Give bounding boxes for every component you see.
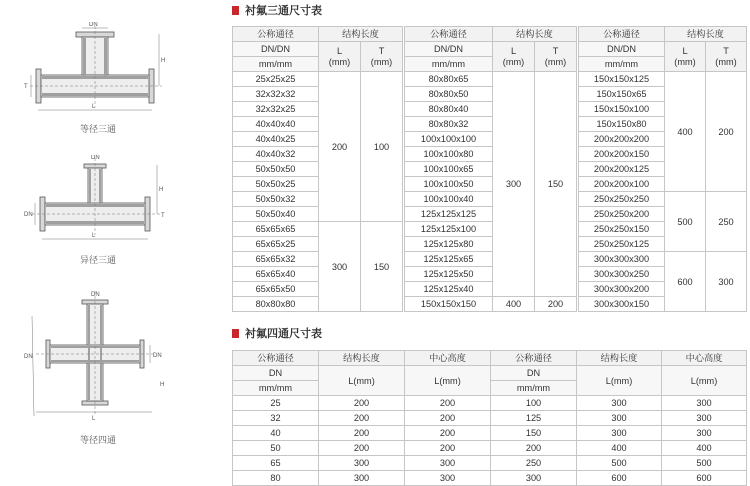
span-t: 200 <box>706 72 747 192</box>
table-cell: 150x150x80 <box>579 117 665 132</box>
cell-dn: 125 <box>491 411 577 426</box>
header-t-unit: (mm) <box>370 56 393 67</box>
table-cell: 80x80x50 <box>405 87 493 102</box>
equal-tee-caption: 等径三通 <box>79 124 116 134</box>
table-cell: 100x100x100 <box>405 132 493 147</box>
table-cell: 150x150x100 <box>579 102 665 117</box>
table-cell: 300x300x300 <box>579 252 665 267</box>
cell-h: 400 <box>662 441 747 456</box>
table-cell: 300x300x250 <box>579 267 665 282</box>
table-cell: 65x65x50 <box>233 282 319 297</box>
table-cell: 50x50x50 <box>233 162 319 177</box>
equal-cross-l-label: L <box>92 416 96 422</box>
cell-l: 400 <box>577 441 662 456</box>
table-cell: 150x150x125 <box>579 72 665 87</box>
tee-table-title <box>232 4 322 18</box>
cell-l: 200 <box>319 411 405 426</box>
reducing-tee-dn-side-label: DN <box>24 212 33 218</box>
table-cell: 65x65x25 <box>233 237 319 252</box>
table-row <box>233 471 491 486</box>
header-unit: mm/mm <box>233 57 319 72</box>
table-cell: 250x250x150 <box>579 222 665 237</box>
cell-h: 600 <box>662 471 747 486</box>
header-l <box>319 42 361 72</box>
reducing-tee-dn-label: DN <box>91 155 100 161</box>
header-nominal: 公称通径 <box>405 27 493 42</box>
header-unit: mm/mm <box>233 381 319 396</box>
cell-h: 300 <box>405 471 491 486</box>
cell-h: 300 <box>662 396 747 411</box>
span-t: 100 <box>361 72 403 222</box>
reducing-tee-h-label: H <box>159 187 164 193</box>
header-unit: mm/mm <box>491 381 577 396</box>
cell-dn: 300 <box>491 471 577 486</box>
header-t <box>535 42 577 72</box>
equal-tee-dn-label: DN <box>89 22 98 28</box>
equal-cross-dn-right-label: DN <box>153 353 162 359</box>
table-cell: 200x200x100 <box>579 177 665 192</box>
span-l: 600 <box>665 252 706 312</box>
table-cell: 250x250x200 <box>579 207 665 222</box>
cell-dn: 40 <box>233 426 319 441</box>
table-cell: 80x80x40 <box>405 102 493 117</box>
equal-tee-l-label: L <box>92 104 96 110</box>
header-dn: DN/DN <box>405 42 493 57</box>
table-row <box>233 441 491 456</box>
span-l: 500 <box>665 192 706 252</box>
cell-h: 300 <box>662 411 747 426</box>
cell-l: 300 <box>319 471 405 486</box>
table-cell: 125x125x80 <box>405 237 493 252</box>
header-dn: DN <box>491 366 577 381</box>
table-row <box>491 426 747 441</box>
cell-dn: 150 <box>491 426 577 441</box>
equal-cross-dn-label: DN <box>91 292 100 298</box>
cell-h: 500 <box>662 456 747 471</box>
header-t-unit: (mm) <box>715 56 737 67</box>
table-cell: 125x125x125 <box>405 207 493 222</box>
cell-l: 300 <box>577 396 662 411</box>
table-cell: 300x300x200 <box>579 282 665 297</box>
table-cell: 100x100x65 <box>405 162 493 177</box>
equal-tee-t-label: T <box>24 84 28 90</box>
span-l: 200 <box>319 72 361 222</box>
equal-cross-dn-side-label: DN <box>24 354 33 360</box>
table-cell: 200x200x125 <box>579 162 665 177</box>
tee-table-group-1 <box>232 26 403 312</box>
reducing-tee-caption: 异径三通 <box>79 255 116 265</box>
span-t: 200 <box>535 297 577 312</box>
table-cell: 80x80x80 <box>233 297 319 312</box>
table-cell: 125x125x65 <box>405 252 493 267</box>
equal-cross-caption: 等径四通 <box>79 435 116 445</box>
cell-l: 300 <box>319 456 405 471</box>
header-center: 中心高度 <box>405 351 491 366</box>
span-l: 300 <box>493 72 535 297</box>
header-t-text: T <box>552 45 559 56</box>
table-cell: 50x50x40 <box>233 207 319 222</box>
drawings-panel <box>0 0 205 470</box>
header-structure: 结构长度 <box>665 27 747 42</box>
header-structure: 结构长度 <box>493 27 577 42</box>
cell-h: 200 <box>405 396 491 411</box>
header-dn: DN <box>233 366 319 381</box>
header-l <box>665 42 706 72</box>
table-row <box>491 441 747 456</box>
table-row <box>233 396 491 411</box>
table-cell: 200x200x200 <box>579 132 665 147</box>
header-structure: 结构长度 <box>319 27 403 42</box>
cell-h: 200 <box>405 441 491 456</box>
header-t-unit: (mm) <box>544 56 567 67</box>
equal-cross-h-label: H <box>160 382 165 388</box>
table-cell: 125x125x40 <box>405 282 493 297</box>
header-h: L(mm) <box>662 366 747 396</box>
header-dn: DN/DN <box>233 42 319 57</box>
span-l: 300 <box>319 222 361 312</box>
table-cell: 250x250x125 <box>579 237 665 252</box>
cross-table-title <box>232 327 322 341</box>
header-l-unit: (mm) <box>674 56 696 67</box>
span-t: 300 <box>706 252 747 312</box>
header-nominal: 公称通径 <box>491 351 577 366</box>
span-t: 250 <box>706 192 747 252</box>
table-row <box>233 426 491 441</box>
table-row <box>491 456 747 471</box>
span-l: 400 <box>665 72 706 192</box>
header-t-text: T <box>723 45 729 56</box>
table-cell: 32x32x32 <box>233 87 319 102</box>
header-unit: mm/mm <box>405 57 493 72</box>
header-structure: 结构长度 <box>319 351 405 366</box>
cross-table-title-text: 衬氟四通尺寸表 <box>245 328 322 340</box>
table-cell: 40x40x25 <box>233 132 319 147</box>
table-cell: 65x65x40 <box>233 267 319 282</box>
cell-dn: 50 <box>233 441 319 456</box>
table-cell: 65x65x65 <box>233 222 319 237</box>
header-l-unit: (mm) <box>328 56 351 67</box>
table-row <box>233 411 491 426</box>
header-t <box>706 42 747 72</box>
cell-l: 200 <box>319 396 405 411</box>
header-nominal: 公称通径 <box>233 27 319 42</box>
table-cell: 250x250x250 <box>579 192 665 207</box>
table-cell: 150x150x65 <box>579 87 665 102</box>
table-cell: 65x65x32 <box>233 252 319 267</box>
equal-tee-h-label: H <box>161 58 166 64</box>
table-cell: 80x80x65 <box>405 72 493 87</box>
table-cell: 100x100x50 <box>405 177 493 192</box>
span-t: 150 <box>361 222 403 312</box>
table-row <box>233 456 491 471</box>
table-cell: 125x125x100 <box>405 222 493 237</box>
table-cell: 200x200x150 <box>579 147 665 162</box>
header-h: L(mm) <box>405 366 491 396</box>
header-l-text: L <box>682 45 688 56</box>
equal-tee-drawing <box>22 22 172 122</box>
cell-dn: 65 <box>233 456 319 471</box>
reducing-tee-drawing <box>22 155 172 250</box>
table-cell: 50x50x25 <box>233 177 319 192</box>
table-cell: 100x100x40 <box>405 192 493 207</box>
cell-dn: 80 <box>233 471 319 486</box>
header-t <box>361 42 403 72</box>
cross-table-left <box>232 350 491 486</box>
cross-table-right <box>490 350 747 486</box>
reducing-tee-t-label: T <box>161 213 165 219</box>
table-cell: 40x40x40 <box>233 117 319 132</box>
table-cell: 40x40x32 <box>233 147 319 162</box>
header-unit: mm/mm <box>579 57 665 72</box>
header-l-text: L <box>510 45 517 56</box>
table-cell: 100x100x80 <box>405 147 493 162</box>
cell-h: 200 <box>405 411 491 426</box>
header-t-text: T <box>378 45 385 56</box>
span-l: 400 <box>493 297 535 312</box>
cell-l: 600 <box>577 471 662 486</box>
cell-dn: 250 <box>491 456 577 471</box>
cell-l: 500 <box>577 456 662 471</box>
header-nominal: 公称通径 <box>579 27 665 42</box>
table-row <box>491 471 747 486</box>
cell-dn: 32 <box>233 411 319 426</box>
table-cell: 32x32x25 <box>233 102 319 117</box>
cell-l: 200 <box>319 426 405 441</box>
title-marker <box>232 329 239 338</box>
table-cell: 50x50x32 <box>233 192 319 207</box>
table-cell: 125x125x50 <box>405 267 493 282</box>
cell-h: 200 <box>405 426 491 441</box>
table-cell: 300x300x150 <box>579 297 665 312</box>
tee-table-group-3 <box>578 26 747 312</box>
header-nominal: 公称通径 <box>233 351 319 366</box>
equal-cross-drawing <box>22 288 172 428</box>
cell-h: 300 <box>405 456 491 471</box>
reducing-tee-l-label: L <box>92 233 96 239</box>
cell-l: 300 <box>577 411 662 426</box>
title-marker <box>232 6 239 15</box>
header-l: L(mm) <box>319 366 405 396</box>
cell-l: 300 <box>577 426 662 441</box>
table-row <box>491 411 747 426</box>
header-dn: DN/DN <box>579 42 665 57</box>
table-cell: 80x80x32 <box>405 117 493 132</box>
table-cell: 25x25x25 <box>233 72 319 87</box>
header-structure: 结构长度 <box>577 351 662 366</box>
header-l-text: L <box>336 45 343 56</box>
cell-h: 300 <box>662 426 747 441</box>
span-t: 150 <box>535 72 577 297</box>
header-l <box>493 42 535 72</box>
cell-dn: 25 <box>233 396 319 411</box>
header-l: L(mm) <box>577 366 662 396</box>
header-l-unit: (mm) <box>502 56 525 67</box>
tee-table-group-2 <box>404 26 577 312</box>
cell-dn: 100 <box>491 396 577 411</box>
header-center: 中心高度 <box>662 351 747 366</box>
cell-l: 200 <box>319 441 405 456</box>
table-cell: 150x150x150 <box>405 297 493 312</box>
cell-dn: 200 <box>491 441 577 456</box>
tee-table-title-text: 衬氟三通尺寸表 <box>245 5 322 17</box>
table-row <box>491 396 747 411</box>
